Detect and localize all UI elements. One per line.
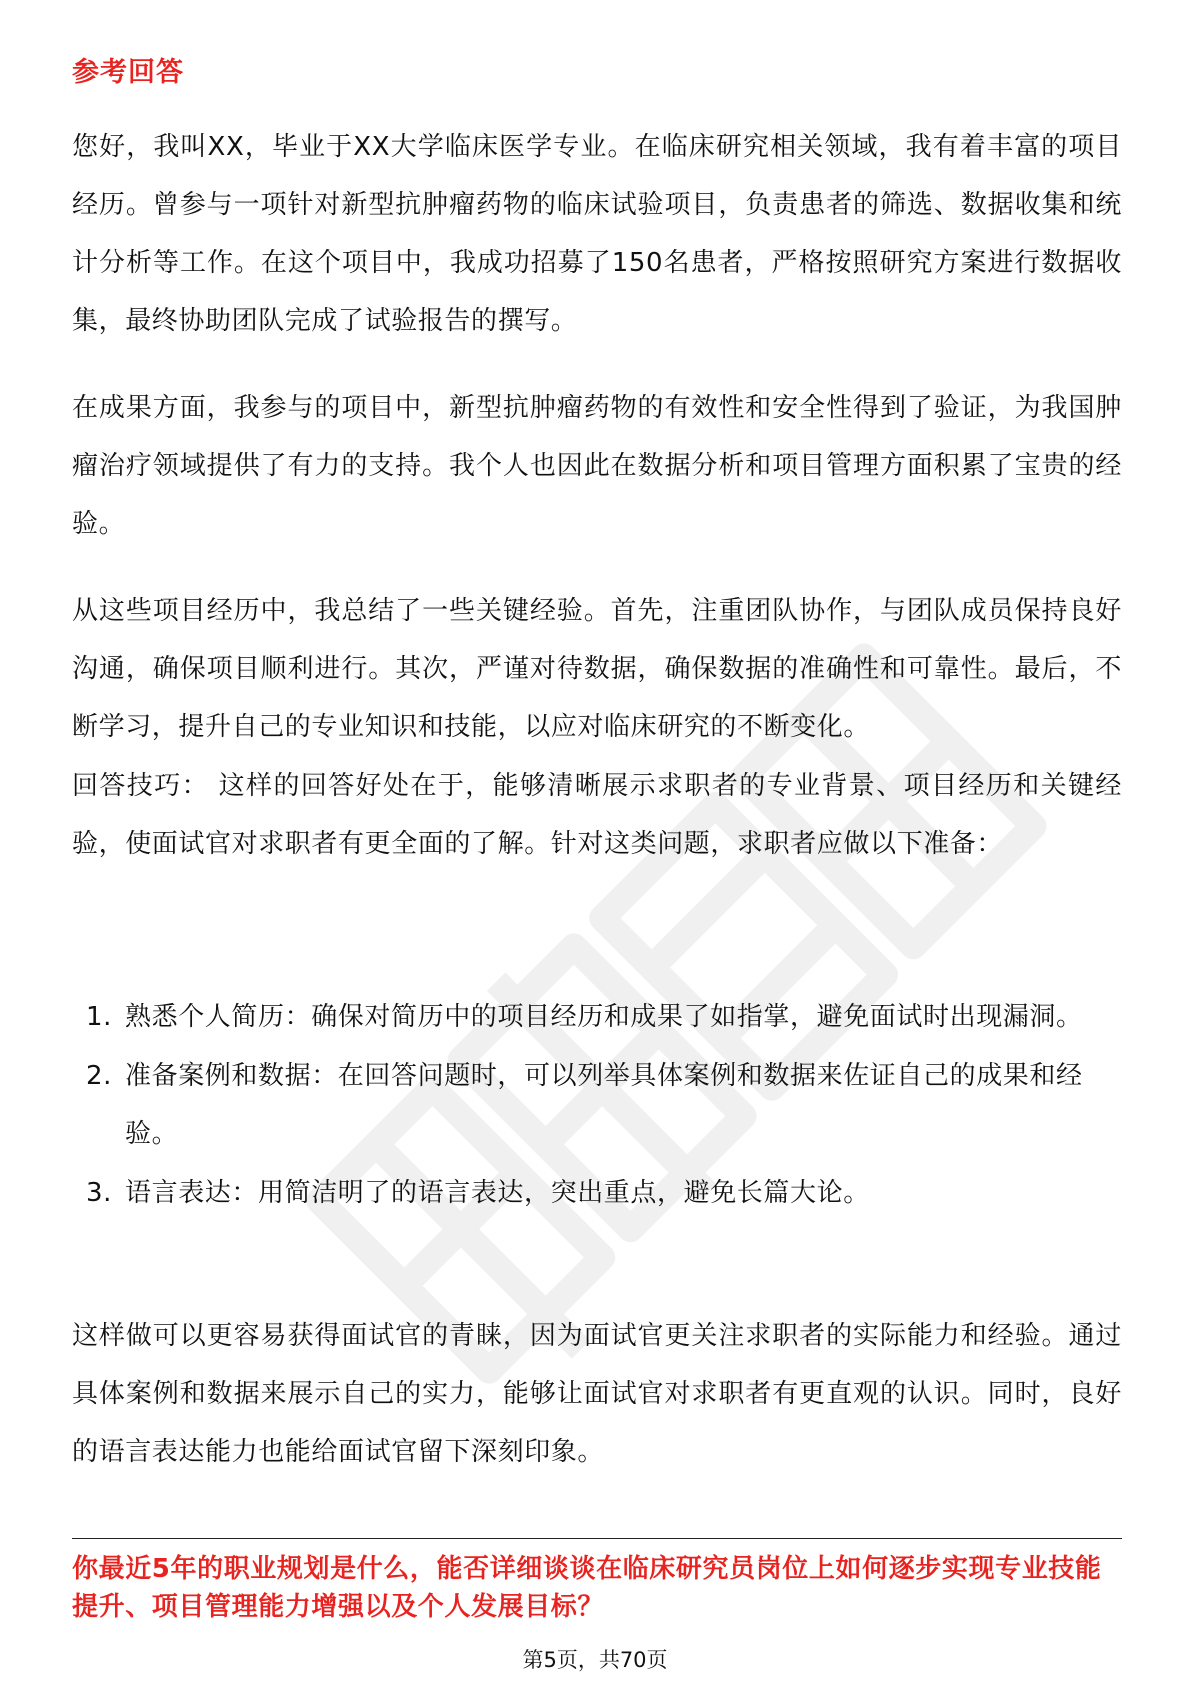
answer-paragraph: 在成果方面，我参与的项目中，新型抗肿瘤药物的有效性和安全性得到了验证，为我国肿瘤治疗领域提供了有力的支持。我个人也因此在数据分析和项目管理方面积累了宝贵的经验。 [72, 393, 1122, 539]
next-question: 你最近5年的职业规划是什么，能否详细谈谈在临床研究员岗位上如何逐步实现专业技能提升、项目管理能力增强以及个人发展目标？ [72, 1554, 1102, 1622]
list-item [72, 1164, 1122, 1222]
list-item-text: 熟悉个人简历：确保对简历中的项目经历和成果了如指掌，避免面试时出现漏洞。 [125, 1002, 1083, 1032]
section-heading: 参考回答 [72, 57, 184, 88]
document-page [72, 0, 1122, 1684]
answer-tips-intro: 回答技巧： 这样的回答好处在于，能够清晰展示求职者的专业背景、项目经历和关键经验，使面试官对求职者有更全面的了解。针对这类问题，求职者应做以下准备： [72, 771, 1122, 859]
answer-paragraph: 这样做可以更容易获得面试官的青睐，因为面试官更关注求职者的实际能力和经验。通过具体案例和数据来展示自己的实力，能够让面试官对求职者有更直观的认识。同时，良好的语言表达能力也能给面试官留下深刻印象。 [72, 1321, 1122, 1467]
section-divider [72, 1538, 1122, 1539]
list-item [72, 1047, 1122, 1163]
list-item-text: 语言表达：用简洁明了的语言表达，突出重点，避免长篇大论。 [125, 1178, 870, 1208]
list-item-number: 2. [86, 1061, 113, 1091]
answer-paragraph: 从这些项目经历中，我总结了一些关键经验。首先，注重团队协作，与团队成员保持良好沟通，确保项目顺利进行。其次，严谨对待数据，确保数据的准确性和可靠性。最后，不断学习，提升自己的专业知识和技能，以应对临床研究的不断变化。 [72, 596, 1122, 742]
list-item-text: 准备案例和数据：在回答问题时，可以列举具体案例和数据来佐证自己的成果和经验。 [125, 1061, 1083, 1149]
list-item-number: 1. [86, 1002, 113, 1032]
tips-list [72, 988, 1122, 1223]
list-item-number: 3. [86, 1178, 113, 1208]
page-number: 第5页，共70页 [522, 1648, 668, 1672]
list-item [72, 988, 1122, 1046]
answer-paragraph: 您好，我叫XX，毕业于XX大学临床医学专业。在临床研究相关领域，我有着丰富的项目经历。曾参与一项针对新型抗肿瘤药物的临床试验项目，负责患者的筛选、数据收集和统计分析等工作。在这个项目中，我成功招募了150名患者，严格按照研究方案进行数据收集，最终协助团队完成了试验报告的撰写。 [72, 132, 1122, 336]
